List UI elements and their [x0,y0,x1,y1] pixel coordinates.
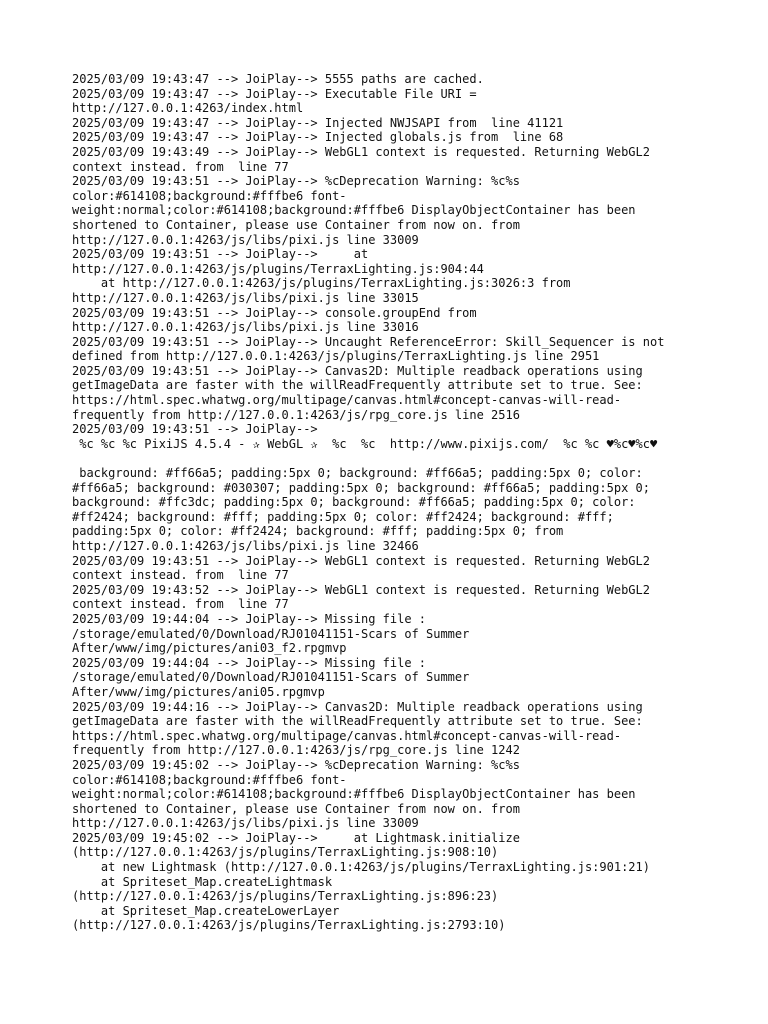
log-line: 2025/03/09 19:43:52 --> JoiPlay--> WebGL1 context is requested. Returning WebGL2 [72,582,650,597]
log-line: 2025/03/09 19:43:51 --> JoiPlay--> Canvas2D: Multiple readback operations using [72,363,643,378]
log-line: at Spriteset_Map.createLowerLayer [72,903,340,918]
log-line: 2025/03/09 19:45:02 --> JoiPlay--> %cDeprecation Warning: %c%s [72,757,520,772]
log-line: at http://127.0.0.1:4263/js/plugins/TerraxLighting.js:3026:3 from [72,276,571,291]
log-line: getImageData are faster with the willReadFrequently attribute set to true. See: [72,714,643,729]
log-line: weight:normal;color:#614108;background:#fffbe6 DisplayObjectContainer has been [72,787,636,802]
log-line: 2025/03/09 19:43:47 --> JoiPlay--> Injected NWJSAPI from line 41121 [72,115,564,130]
log-line: (http://127.0.0.1:4263/js/plugins/TerraxLighting.js:896:23) [72,889,499,904]
log-line: https://html.spec.whatwg.org/multipage/canvas.html#concept-canvas-will-read- [72,728,622,743]
log-line: 2025/03/09 19:44:04 --> JoiPlay--> Missing file : [72,655,427,670]
log-line: http://127.0.0.1:4263/js/libs/pixi.js line 33015 [72,290,419,305]
log-line: http://127.0.0.1:4263/js/plugins/TerraxLighting.js:904:44 [72,261,484,276]
log-line: 2025/03/09 19:43:47 --> JoiPlay--> 5555 paths are cached. [72,72,484,86]
log-line: 2025/03/09 19:44:04 --> JoiPlay--> Missing file : [72,611,427,626]
log-line: After/www/img/pictures/ani05.rpgmvp [72,684,325,699]
log-line: color:#614108;background:#fffbe6 font- [72,772,347,787]
log-line: http://127.0.0.1:4263/index.html [72,101,304,116]
log-line: 2025/03/09 19:43:47 --> JoiPlay--> Injected globals.js from line 68 [72,130,564,145]
log-line: 2025/03/09 19:45:02 --> JoiPlay--> at Lightmask.initialize [72,830,520,845]
log-line: 2025/03/09 19:43:51 --> JoiPlay--> WebGL1 context is requested. Returning WebGL2 [72,553,650,568]
log-line: padding:5px 0; color: #ff2424; background: #fff; padding:5px 0; from [72,524,564,539]
log-line: at Spriteset_Map.createLightmask [72,874,333,889]
log-line: (http://127.0.0.1:4263/js/plugins/TerraxLighting.js:908:10) [72,845,499,860]
log-line: shortened to Container, please use Container from now on. from [72,801,520,816]
log-line: context instead. from line 77 [72,597,289,612]
log-line: /storage/emulated/0/Download/RJ01041151-Scars of Summer [72,626,470,641]
log-line: After/www/img/pictures/ani03_f2.rpgmvp [72,641,347,656]
log-line: defined from http://127.0.0.1:4263/js/plugins/TerraxLighting.js line 2951 [72,349,600,364]
log-line: 2025/03/09 19:43:51 --> JoiPlay--> at [72,247,369,262]
log-line: http://127.0.0.1:4263/js/libs/pixi.js line 32466 [72,539,419,553]
log-line: color:#614108;background:#fffbe6 font- [72,188,347,203]
log-line [72,451,696,466]
log-line: 2025/03/09 19:43:51 --> JoiPlay--> [72,422,318,437]
log-line: (http://127.0.0.1:4263/js/plugins/TerraxLighting.js:2793:10) [72,918,506,933]
log-line: background: #ffc3dc; padding:5px 0; background: #ff66a5; padding:5px 0; color: [72,495,636,510]
log-line: 2025/03/09 19:43:51 --> JoiPlay--> console.groupEnd from [72,305,477,320]
log-line: /storage/emulated/0/Download/RJ01041151-Scars of Summer [72,670,470,685]
log-line: weight:normal;color:#614108;background:#fffbe6 DisplayObjectContainer has been [72,203,636,218]
log-line: http://127.0.0.1:4263/js/libs/pixi.js line 33009 [72,232,419,247]
log-line: getImageData are faster with the willReadFrequently attribute set to true. See: [72,378,643,393]
log-line: http://127.0.0.1:4263/js/libs/pixi.js line 33016 [72,320,419,335]
log-line: context instead. from line 77 [72,159,289,174]
log-line: 2025/03/09 19:44:16 --> JoiPlay--> Canvas2D: Multiple readback operations using [72,699,643,714]
log-line: shortened to Container, please use Container from now on. from [72,217,520,232]
log-line: 2025/03/09 19:43:49 --> JoiPlay--> WebGL1 context is requested. Returning WebGL2 [72,144,650,159]
log-line: 2025/03/09 19:43:51 --> JoiPlay--> %cDeprecation Warning: %c%s [72,174,520,189]
log-line: context instead. from line 77 [72,568,289,583]
log-line: 2025/03/09 19:43:51 --> JoiPlay--> Uncaught ReferenceError: Skill_Sequencer is not [72,334,665,349]
log-line: frequently from http://127.0.0.1:4263/js/rpg_core.js line 2516 [72,407,520,422]
log-line: at new Lightmask (http://127.0.0.1:4263/js/plugins/TerraxLighting.js:901:21) [72,860,650,875]
log-line: 2025/03/09 19:43:47 --> JoiPlay--> Executable File URI = [72,86,477,101]
log-line: http://127.0.0.1:4263/js/libs/pixi.js line 33009 [72,816,419,831]
log-line: #ff66a5; background: #030307; padding:5px 0; background: #ff66a5; padding:5px 0; [72,480,650,495]
log-text [72,72,696,933]
log-line: frequently from http://127.0.0.1:4263/js/rpg_core.js line 1242 [72,743,520,758]
log-line: #ff2424; background: #fff; padding:5px 0; color: #ff2424; background: #fff; [72,509,614,524]
log-line: https://html.spec.whatwg.org/multipage/canvas.html#concept-canvas-will-read- [72,393,622,408]
log-line: background: #ff66a5; padding:5px 0; background: #ff66a5; padding:5px 0; color: [72,466,643,481]
log-line: %c %c %c PixiJS 4.5.4 - ✰ WebGL ✰ %c %c http://www.pixijs.com/ %c %c ♥%c♥%c♥ [72,436,658,451]
